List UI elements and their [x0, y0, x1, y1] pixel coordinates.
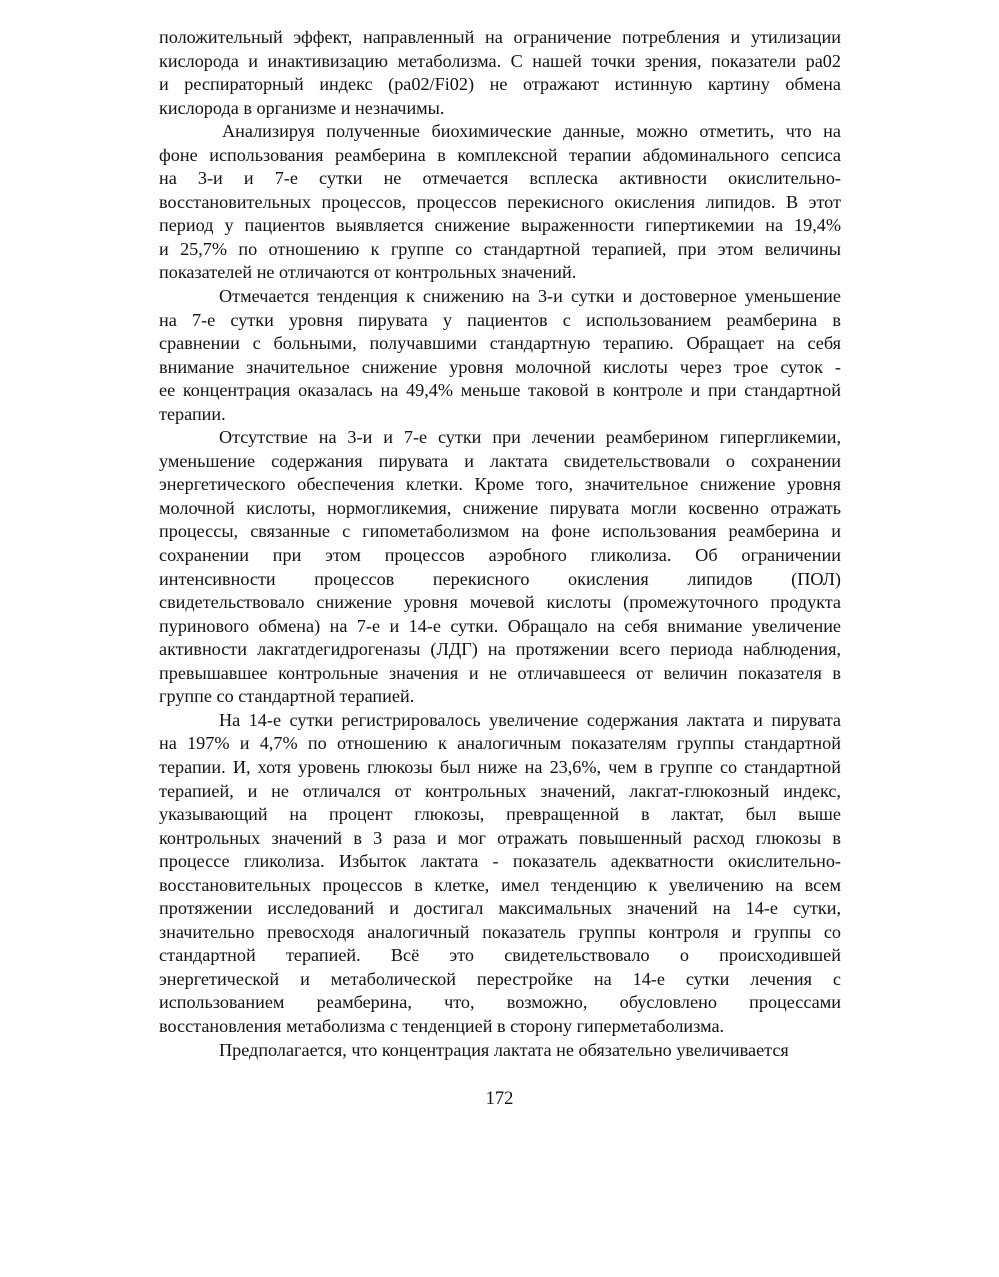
text-line: стандартной терапией. Всё это свидетельствовало о происходившей: [159, 945, 841, 966]
text-line: и 25,7% по отношению к группе со стандартной терапией, при этом величины: [159, 238, 841, 259]
text-line: показателей не отличаются от контрольных значений.: [159, 262, 577, 283]
text-line: группе со стандартной терапией.: [159, 686, 415, 707]
text-line: энергетической и метаболической перестройке на 14-е сутки лечения с: [159, 968, 841, 989]
text-line: превышавшее контрольные значения и не отличавшееся от величин показателя в: [159, 662, 841, 683]
paragraph-1: [159, 26, 841, 120]
document-page: [159, 26, 841, 1062]
text-line: протяжении исследований и достигал максимальных значений на 14-е сутки,: [159, 898, 841, 919]
text-line: на 7-е сутки уровня пирувата у пациентов с использованием реамберина в: [159, 309, 841, 330]
text-line: энергетического обеспечения клетки. Кроме того, значительное снижение уровня: [159, 474, 841, 495]
text-line: пуринового обмена) на 7-е и 14-е сутки. Обращало на себя внимание увеличение: [159, 615, 841, 636]
text-line: ее концентрация оказалась на 49,4% меньше таковой в контроле и при стандартной: [159, 380, 841, 401]
text-line: Отсутствие на 3-и и 7-е сутки при лечении реамберином гипергликемии,: [219, 427, 841, 448]
paragraph-2: [159, 120, 841, 285]
text-line: восстановительных процессов, процессов перекисного окисления липидов. В этот: [159, 191, 841, 212]
text-line: использованием реамберина, что, возможно, обусловлено процессами: [159, 992, 841, 1013]
text-line: восстановительных процессов в клетке, имел тенденцию к увеличению на всем: [159, 874, 841, 895]
text-line: внимание значительное снижение уровня молочной кислоты через трое суток -: [159, 356, 841, 377]
text-line: Предполагается, что концентрация лактата не обязательно увеличивается: [219, 1039, 789, 1060]
text-line: Отмечается тенденция к снижению на 3-и сутки и достоверное уменьшение: [219, 286, 841, 307]
text-line: контрольных значений в 3 раза и мог отражать повышенный расход глюкозы в: [159, 827, 841, 848]
text-line: на 197% и 4,7% по отношению к аналогичным показателям группы стандартной: [159, 733, 841, 754]
text-line: Анализируя полученные биохимические данные, можно отметить, что на: [222, 121, 841, 142]
text-line: активности лакгатдегидрогеназы (ЛДГ) на протяжении всего периода наблюдения,: [159, 639, 841, 660]
text-line: процессы, связанные с гипометаболизмом на фоне использования реамберина и: [159, 521, 841, 542]
text-line: кислорода и инактивизацию метаболизма. С нашей точки зрения, показатели pa02: [159, 50, 841, 71]
text-line: период у пациентов выявляется снижение выраженности гипертикемии на 19,4%: [159, 215, 841, 236]
paragraph-4: [159, 426, 841, 709]
text-line: указывающий на процент глюкозы, превращенной в лактат, был выше: [159, 804, 841, 825]
text-line: сохранении при этом процессов аэробного гликолиза. Об ограничении: [159, 545, 841, 566]
text-line: свидетельствовало снижение уровня мочевой кислоты (промежуточного продукта: [159, 592, 841, 613]
paragraph-3: [159, 285, 841, 426]
text-line: терапии.: [159, 403, 226, 424]
text-line: восстановления метаболизма с тенденцией в сторону гиперметаболизма.: [159, 1015, 725, 1036]
text-line: сравнении с больными, получавшими стандартную терапию. Обращает на себя: [159, 333, 841, 354]
text-line: На 14-е сутки регистрировалось увеличение содержания лактата и пирувата: [219, 709, 841, 730]
text-line: терапии. И, хотя уровень глюкозы был ниже на 23,6%, чем в группе со стандартной: [159, 756, 841, 777]
text-line: фоне использования реамберина в комплексной терапии абдоминального сепсиса: [159, 144, 841, 165]
page-number: 172: [485, 1089, 514, 1109]
paragraph-5: [159, 709, 841, 1039]
text-line: процессе гликолиза. Избыток лактата - показатель адекватности окислительно-: [159, 851, 841, 872]
text-line: положительный эффект, направленный на ограничение потребления и утилизации: [159, 27, 841, 47]
text-line: молочной кислоты, нормогликемия, снижение пирувата могли косвенно отражать: [159, 497, 841, 518]
text-line: и респираторный индекс (pa02/Fi02) не отражают истинную картину обмена: [159, 74, 841, 95]
text-line: на 3-и и 7-е сутки не отмечается всплеска активности окислительно-: [159, 168, 841, 189]
text-line: кислорода в организме и незначимы.: [159, 97, 445, 118]
text-line: интенсивности процессов перекисного окисления липидов (ПОЛ): [159, 568, 841, 589]
text-line: терапией, и не отличался от контрольных значений, лакгат-глюкозный индекс,: [159, 780, 841, 801]
text-line: значительно превосходя аналогичный показатель группы контроля и группы со: [159, 921, 841, 942]
text-line: уменьшение содержания пирувата и лактата свидетельствовали о сохранении: [159, 450, 841, 471]
paragraph-6: [159, 1039, 841, 1063]
